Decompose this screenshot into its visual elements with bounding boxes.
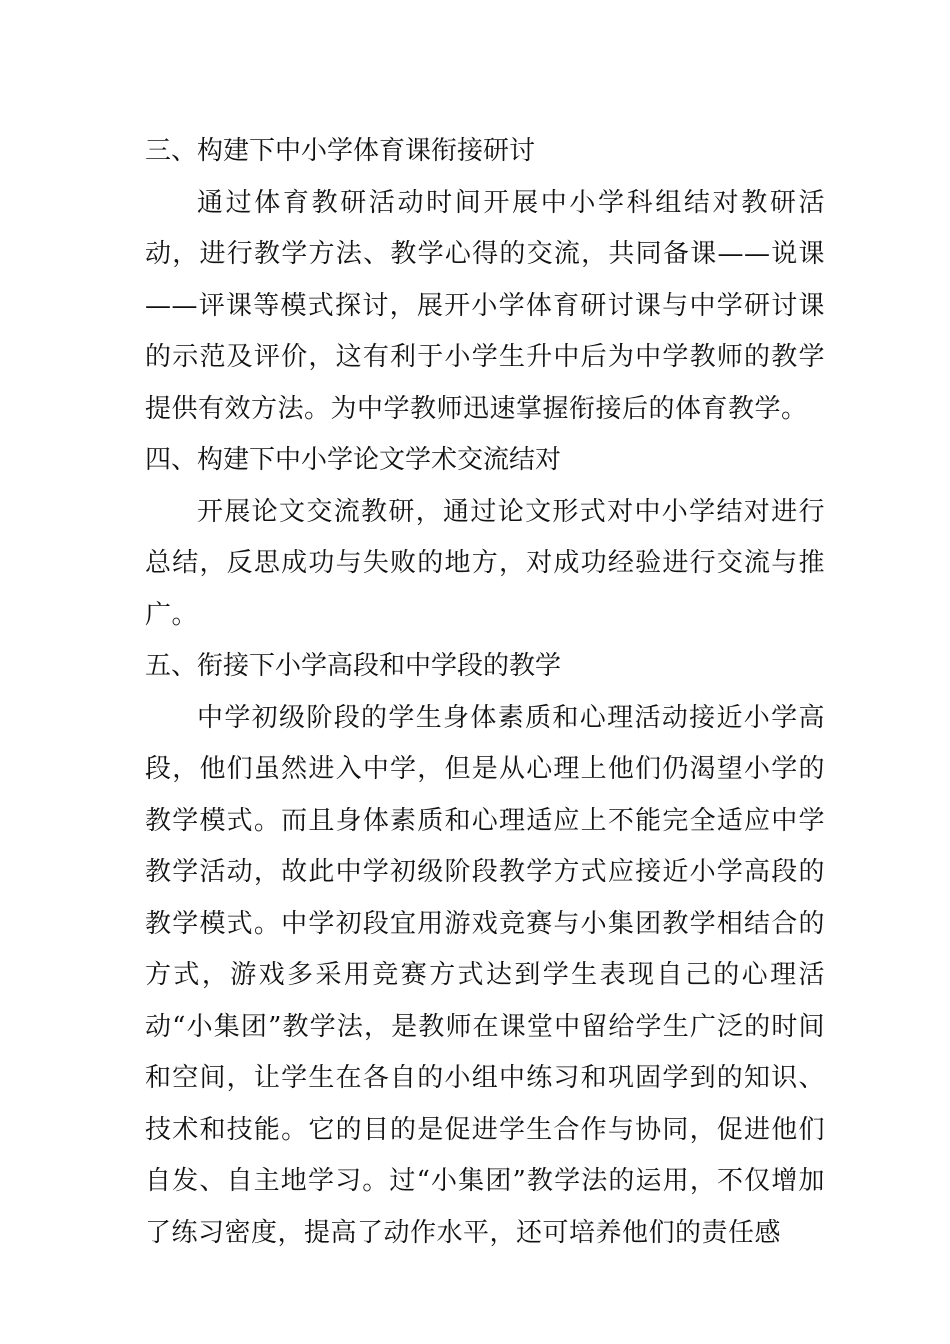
section-heading: 五、衔接下小学高段和中学段的教学	[145, 651, 562, 681]
document-body	[145, 126, 825, 1259]
section-3	[145, 126, 825, 435]
section-heading: 四、构建下中小学论文学术交流结对	[145, 445, 562, 475]
section-paragraph: 开展论文交流教研，通过论文形式对中小学结对进行总结，反思成功与失败的地方，对成功经验进行交流与推广。	[145, 496, 825, 630]
section-paragraph: 中学初级阶段的学生身体素质和心理活动接近小学高段，他们虽然进入中学，但是从心理上他们仍渴望小学的教学模式。而且身体素质和心理适应上不能完全适应中学教学活动，故此中学初级阶段教学方式应接近小学高段的教学模式。中学初段宜用游戏竞赛与小集团教学相结合的方式，游戏多采用竞赛方式达到学生表现自己的心理活动“小集团”教学法，是教师在课堂中留给学生广泛的时间和空间，让学生在各自的小组中练习和巩固学到的知识、技术和技能。它的目的是促进学生合作与协同，促进他们自发、自主地学习。过“小集团”教学法的运用，不仅增加了练习密度，提高了动作水平，还可培养他们的责任感	[145, 702, 825, 1248]
section-5	[145, 641, 825, 1259]
section-4	[145, 435, 825, 641]
section-paragraph: 通过体育教研活动时间开展中小学科组结对教研活动，进行教学方法、教学心得的交流，共同备课——说课——评课等模式探讨，展开小学体育研讨课与中学研讨课的示范及评价，这有利于小学生升中后为中学教师的教学提供有效方法。为中学教师迅速掌握衔接后的体育教学。	[145, 187, 825, 424]
section-heading: 三、构建下中小学体育课衔接研讨	[145, 136, 536, 166]
